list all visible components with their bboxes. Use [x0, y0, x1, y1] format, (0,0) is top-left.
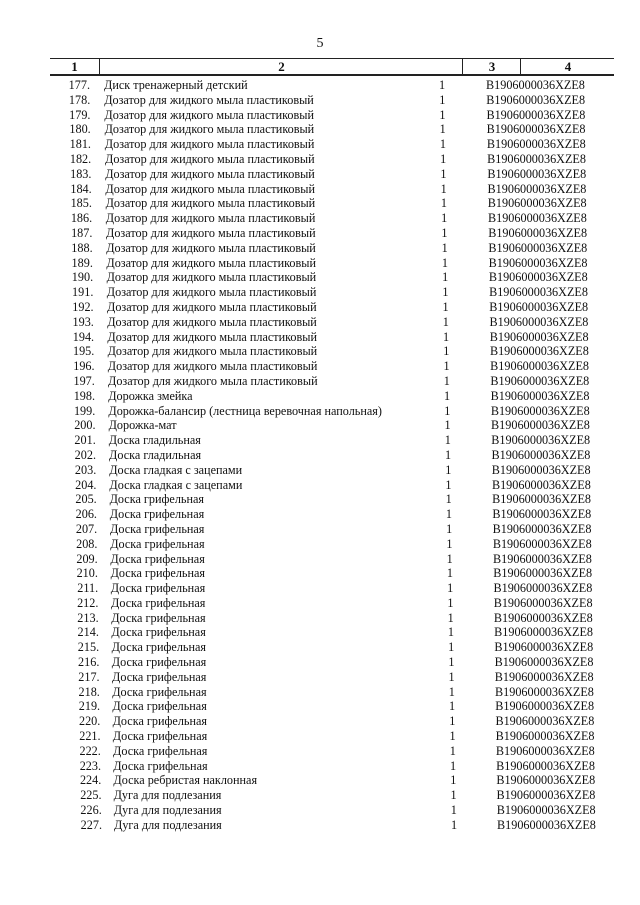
row-number: 213.	[77, 610, 99, 625]
table-row	[0, 389, 640, 404]
item-code: B1906000036XZE8	[486, 107, 586, 122]
item-code: B1906000036XZE8	[495, 729, 595, 744]
item-code: B1906000036XZE8	[494, 625, 593, 640]
item-quantity: 1	[442, 270, 449, 285]
row-number: 182.	[69, 151, 92, 166]
table-row	[0, 640, 640, 655]
row-number: 210.	[76, 566, 98, 581]
item-code: B1906000036XZE8	[494, 669, 594, 684]
item-quantity: 1	[440, 181, 447, 196]
table-row	[0, 670, 640, 685]
table-row	[0, 315, 640, 330]
item-quantity: 1	[439, 107, 446, 122]
item-quantity: 1	[445, 492, 452, 507]
item-code: B1906000036XZE8	[487, 196, 587, 211]
item-quantity: 1	[443, 359, 450, 374]
table-row	[0, 803, 640, 818]
item-code: B1906000036XZE8	[495, 699, 595, 714]
table-row	[0, 566, 640, 581]
item-code: B1906000036XZE8	[492, 536, 592, 551]
item-quantity: 1	[441, 255, 448, 270]
item-code: B1906000036XZE8	[489, 285, 588, 300]
item-quantity: 1	[442, 299, 449, 314]
table-row	[0, 773, 640, 788]
row-number: 191.	[72, 285, 94, 300]
item-name: Дозатор для жидкого мыла пластиковый	[107, 314, 317, 329]
item-name: Дозатор для жидкого мыла пластиковый	[108, 373, 318, 388]
row-number: 207.	[75, 521, 98, 536]
table-row	[0, 152, 640, 167]
item-name: Дозатор для жидкого мыла пластиковый	[104, 92, 314, 107]
item-name: Дозатор для жидкого мыла пластиковый	[104, 122, 315, 137]
item-code: B1906000036XZE8	[493, 595, 593, 610]
item-quantity: 1	[440, 196, 447, 211]
item-name: Дозатор для жидкого мыла пластиковый	[105, 181, 315, 196]
item-quantity: 1	[449, 699, 456, 714]
item-code: B1906000036XZE8	[488, 225, 588, 240]
row-number: 226.	[80, 803, 102, 818]
table-row	[0, 344, 640, 359]
item-code: B1906000036XZE8	[491, 418, 590, 433]
row-number: 216.	[78, 655, 100, 670]
row-number: 217.	[78, 669, 100, 684]
item-code: B1906000036XZE8	[492, 507, 592, 522]
table-row	[0, 463, 640, 478]
item-name: Дорожка-мат	[108, 418, 177, 433]
item-code: B1906000036XZE8	[489, 344, 589, 359]
table-row	[0, 581, 640, 596]
item-code: B1906000036XZE8	[489, 314, 589, 329]
item-code: B1906000036XZE8	[487, 151, 586, 166]
row-number: 177.	[68, 78, 90, 92]
row-number: 211.	[77, 581, 99, 596]
table-row	[0, 122, 640, 137]
item-name: Дозатор для жидкого мыла пластиковый	[107, 329, 317, 344]
row-number: 201.	[74, 433, 96, 448]
table-row	[0, 729, 640, 744]
item-quantity: 1	[450, 788, 457, 803]
table-row	[0, 655, 640, 670]
row-number: 178.	[68, 92, 91, 107]
row-number: 222.	[79, 743, 101, 758]
item-name: Дорожка-балансир (лестница веревочная напольная)	[108, 403, 382, 418]
row-number: 181.	[69, 137, 91, 152]
row-number: 208.	[76, 536, 98, 551]
table-row	[0, 433, 640, 448]
item-quantity: 1	[447, 595, 454, 610]
item-name: Доска грифельная	[111, 625, 206, 640]
item-code: B1906000036XZE8	[494, 655, 594, 670]
item-name: Доска грифельная	[110, 566, 206, 581]
item-quantity: 1	[448, 640, 455, 655]
item-name: Доска грифельная	[110, 551, 205, 566]
row-number: 199.	[73, 403, 96, 418]
table-row	[0, 685, 640, 700]
table-row	[0, 167, 640, 182]
row-number: 203.	[74, 462, 97, 477]
item-quantity: 1	[447, 610, 454, 625]
item-code: B1906000036XZE8	[486, 92, 586, 107]
row-number: 198.	[73, 388, 96, 403]
item-name: Доска грифельная	[109, 507, 205, 522]
item-quantity: 1	[444, 447, 452, 462]
item-quantity: 1	[440, 151, 447, 166]
item-code: B1906000036XZE8	[491, 462, 591, 477]
item-code: B1906000036XZE8	[496, 788, 596, 803]
item-name: Доска грифельная	[109, 492, 205, 507]
item-code: B1906000036XZE8	[497, 817, 596, 832]
row-number: 214.	[77, 625, 99, 640]
item-quantity: 1	[438, 78, 446, 92]
table-row	[0, 256, 640, 271]
row-number: 227.	[80, 817, 102, 832]
item-quantity: 1	[447, 625, 454, 640]
item-code: B1906000036XZE8	[486, 78, 585, 92]
row-number: 194.	[72, 329, 95, 344]
table-row	[0, 108, 640, 123]
table-row	[0, 137, 640, 152]
header-col-1: 1	[71, 59, 78, 74]
table-row	[0, 359, 640, 374]
item-name: Дозатор для жидкого мыла пластиковый	[106, 270, 317, 285]
item-name: Дозатор для жидкого мыла пластиковый	[107, 359, 318, 374]
item-name: Дозатор для жидкого мыла пластиковый	[104, 137, 315, 152]
item-code: B1906000036XZE8	[490, 388, 590, 403]
item-name: Дозатор для жидкого мыла пластиковый	[106, 240, 316, 255]
item-name: Диск тренажерный детский	[104, 78, 248, 92]
item-quantity: 1	[439, 122, 446, 137]
item-quantity: 1	[445, 462, 452, 477]
table-row	[0, 330, 640, 345]
table-row	[0, 448, 640, 463]
item-quantity: 1	[448, 669, 455, 684]
item-name: Доска гладкая с зацепами	[109, 477, 243, 492]
item-code: B1906000036XZE8	[488, 240, 588, 255]
item-code: B1906000036XZE8	[495, 684, 594, 699]
table-body	[0, 78, 640, 833]
item-quantity: 1	[444, 418, 451, 433]
table-row	[0, 611, 640, 626]
item-name: Дуга для подлезания	[114, 817, 222, 832]
row-number: 225.	[80, 788, 102, 803]
item-code: B1906000036XZE8	[491, 447, 591, 462]
row-number: 202.	[74, 447, 96, 462]
item-name: Доска гладильная	[109, 447, 202, 462]
row-number: 184.	[70, 181, 92, 196]
item-quantity: 1	[443, 373, 450, 388]
row-number: 215.	[77, 640, 100, 655]
table-row	[0, 404, 640, 419]
item-name: Дозатор для жидкого мыла пластиковый	[107, 344, 318, 359]
item-quantity: 1	[443, 329, 450, 344]
item-name: Доска грифельная	[112, 699, 207, 714]
item-name: Доска грифельная	[111, 655, 207, 670]
item-name: Дуга для подлезания	[113, 803, 222, 818]
row-number: 209.	[76, 551, 98, 566]
row-number: 192.	[72, 299, 94, 314]
item-quantity: 1	[441, 211, 448, 226]
item-quantity: 1	[449, 729, 456, 744]
row-number: 205.	[75, 492, 97, 507]
item-quantity: 1	[442, 285, 449, 300]
item-name: Доска грифельная	[112, 729, 208, 744]
row-number: 200.	[74, 418, 96, 433]
item-code: B1906000036XZE8	[491, 477, 591, 492]
row-number: 188.	[71, 240, 93, 255]
item-quantity: 1	[444, 403, 451, 418]
item-name: Доска грифельная	[111, 610, 206, 625]
item-name: Доска ребристая наклонная	[113, 773, 258, 788]
table-row	[0, 699, 640, 714]
row-number: 180.	[69, 122, 91, 137]
table-row	[0, 818, 640, 833]
row-number: 195.	[72, 344, 95, 359]
table-row	[0, 241, 640, 256]
item-name: Дозатор для жидкого мыла пластиковый	[105, 166, 315, 181]
item-quantity: 1	[443, 388, 451, 403]
row-number: 189.	[71, 255, 93, 270]
item-name: Доска грифельная	[111, 640, 207, 655]
row-number: 185.	[70, 196, 92, 211]
item-quantity: 1	[446, 551, 453, 566]
row-number: 218.	[78, 684, 100, 699]
item-code: B1906000036XZE8	[493, 610, 593, 625]
item-quantity: 1	[443, 344, 450, 359]
item-quantity: 1	[448, 684, 455, 699]
row-number: 212.	[77, 595, 99, 610]
item-name: Дозатор для жидкого мыла пластиковый	[106, 285, 317, 300]
table-row	[0, 788, 640, 803]
item-code: B1906000036XZE8	[493, 566, 593, 581]
row-number: 183.	[70, 166, 92, 181]
item-name: Дозатор для жидкого мыла пластиковый	[105, 211, 316, 226]
item-quantity: 1	[439, 92, 446, 107]
header-col-3: 3	[462, 59, 521, 74]
table-row	[0, 714, 640, 729]
table-row	[0, 759, 640, 774]
table-row	[0, 522, 640, 537]
item-code: B1906000036XZE8	[496, 803, 596, 818]
row-number: 186.	[70, 211, 93, 226]
table-row	[0, 211, 640, 226]
item-quantity: 1	[446, 536, 453, 551]
table-row	[0, 744, 640, 759]
item-quantity: 1	[439, 137, 446, 152]
row-number: 223.	[79, 758, 102, 773]
table-row	[0, 374, 640, 389]
item-name: Дозатор для жидкого мыла пластиковый	[107, 299, 317, 314]
row-number: 224.	[79, 773, 102, 788]
item-name: Дозатор для жидкого мыла пластиковый	[105, 151, 315, 166]
item-quantity: 1	[447, 581, 454, 596]
item-code: B1906000036XZE8	[486, 122, 586, 137]
item-name: Доска грифельная	[110, 581, 206, 596]
item-name: Дозатор для жидкого мыла пластиковый	[104, 107, 314, 122]
table-row	[0, 492, 640, 507]
item-name: Доска грифельная	[111, 595, 206, 610]
item-name: Доска грифельная	[112, 684, 207, 699]
item-code: B1906000036XZE8	[496, 758, 595, 773]
item-code: B1906000036XZE8	[493, 551, 592, 566]
table-row	[0, 625, 640, 640]
header-col-4: 4	[520, 59, 615, 74]
item-quantity: 1	[450, 803, 457, 818]
item-quantity: 1	[449, 743, 456, 758]
item-code: B1906000036XZE8	[495, 743, 595, 758]
item-name: Дозатор для жидкого мыла пластиковый	[106, 225, 316, 240]
table-row	[0, 270, 640, 285]
item-code: B1906000036XZE8	[492, 492, 592, 507]
item-code: B1906000036XZE8	[489, 299, 589, 314]
table-header	[50, 58, 614, 76]
item-name: Доска гладкая с зацепами	[109, 462, 243, 477]
table-row	[0, 552, 640, 567]
row-number: 221.	[79, 729, 101, 744]
item-quantity: 1	[445, 507, 452, 522]
item-code: B1906000036XZE8	[491, 433, 591, 448]
table-row	[0, 285, 640, 300]
table-row	[0, 182, 640, 197]
item-code: B1906000036XZE8	[488, 270, 588, 285]
item-name: Доска грифельная	[110, 521, 205, 536]
item-name: Дорожка змейка	[108, 388, 193, 403]
item-quantity: 1	[444, 433, 451, 448]
item-quantity: 1	[446, 521, 453, 536]
item-quantity: 1	[448, 655, 455, 670]
item-code: B1906000036XZE8	[495, 714, 595, 729]
item-quantity: 1	[441, 225, 448, 240]
item-quantity: 1	[440, 166, 447, 181]
row-number: 220.	[78, 714, 101, 729]
item-name: Дозатор для жидкого мыла пластиковый	[105, 196, 316, 211]
item-code: B1906000036XZE8	[487, 181, 587, 196]
item-name: Дуга для подлезания	[113, 788, 222, 803]
item-code: B1906000036XZE8	[487, 211, 587, 226]
row-number: 196.	[73, 359, 95, 374]
row-number: 179.	[69, 107, 91, 122]
item-code: B1906000036XZE8	[490, 373, 590, 388]
item-name: Доска грифельная	[110, 536, 205, 551]
table-row	[0, 78, 640, 93]
item-name: Дозатор для жидкого мыла пластиковый	[106, 255, 316, 270]
item-quantity: 1	[449, 758, 457, 773]
row-number: 206.	[75, 507, 97, 522]
table-row	[0, 93, 640, 108]
item-name: Доска грифельная	[113, 758, 208, 773]
row-number: 219.	[78, 699, 101, 714]
table-row	[0, 596, 640, 611]
item-quantity: 1	[441, 240, 448, 255]
table-row	[0, 478, 640, 493]
item-quantity: 1	[445, 477, 452, 492]
row-number: 193.	[72, 314, 94, 329]
item-code: B1906000036XZE8	[496, 773, 596, 788]
item-code: B1906000036XZE8	[488, 255, 588, 270]
row-number: 187.	[71, 225, 93, 240]
table-row	[0, 196, 640, 211]
table-row	[0, 537, 640, 552]
item-code: B1906000036XZE8	[490, 359, 590, 374]
item-code: B1906000036XZE8	[489, 329, 589, 344]
row-number: 197.	[73, 373, 95, 388]
table-row	[0, 300, 640, 315]
header-col-2: 2	[99, 59, 463, 74]
item-code: B1906000036XZE8	[490, 403, 590, 418]
item-code: B1906000036XZE8	[492, 521, 592, 536]
table-row	[0, 226, 640, 241]
table-row	[0, 507, 640, 522]
item-quantity: 1	[450, 773, 457, 788]
row-number: 190.	[71, 270, 94, 285]
table-row	[0, 418, 640, 433]
page-number: 5	[316, 36, 324, 51]
item-quantity: 1	[449, 714, 456, 729]
item-quantity: 1	[446, 566, 453, 581]
row-number: 204.	[75, 477, 97, 492]
item-name: Доска грифельная	[113, 743, 208, 758]
item-name: Доска грифельная	[112, 714, 208, 729]
item-code: B1906000036XZE8	[493, 581, 593, 596]
item-code: B1906000036XZE8	[486, 137, 586, 152]
item-code: B1906000036XZE8	[487, 166, 587, 181]
item-name: Доска грифельная	[112, 669, 207, 684]
item-code: B1906000036XZE8	[494, 640, 594, 655]
item-name: Доска гладильная	[108, 433, 201, 448]
item-quantity: 1	[442, 314, 449, 329]
item-quantity: 1	[450, 817, 458, 832]
